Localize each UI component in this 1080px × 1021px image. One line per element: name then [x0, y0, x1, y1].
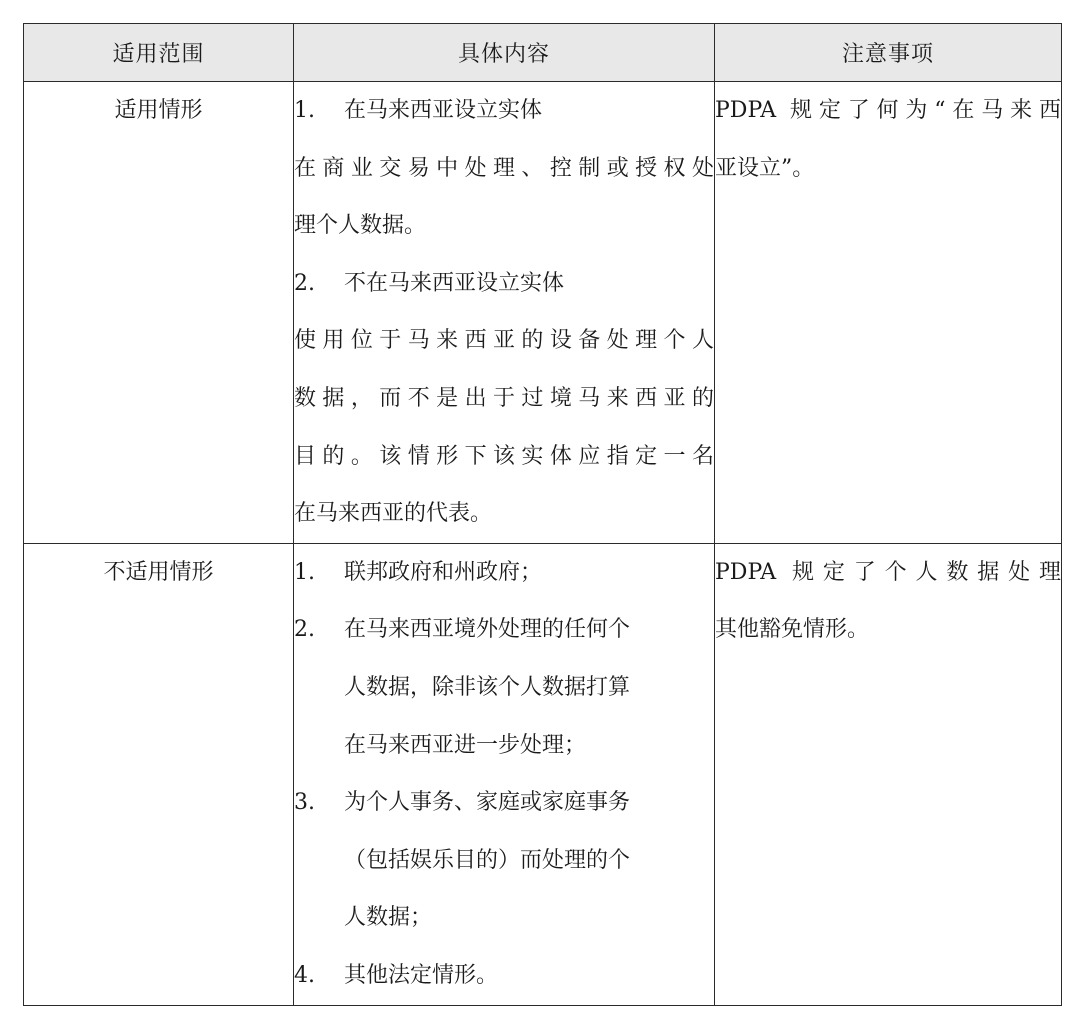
content-line: （包括娱乐目的）而处理的个	[344, 847, 631, 873]
table-row	[24, 82, 1062, 544]
item-number: 2.	[294, 617, 315, 643]
content-line: 在马来西亚进一步处理；	[344, 732, 587, 758]
list-item	[294, 544, 714, 602]
item-text: 在马来西亚设立实体	[344, 98, 543, 123]
list-item	[294, 82, 714, 140]
content-line: 在马来西亚的代表。	[294, 501, 493, 527]
scope-cell: 适用情形	[24, 82, 294, 544]
note-line: 亚设立”。	[715, 155, 815, 181]
content-line: 使用位于马来西亚的设备处理个人	[294, 328, 714, 354]
content-line: 在商业交易中处理、控制或授权处	[294, 155, 714, 181]
note-line: PDPA 规定了个人数据处理	[715, 559, 1061, 585]
content-cell	[294, 82, 715, 544]
list-item	[294, 774, 714, 832]
list-item	[294, 601, 714, 659]
item-number: 4.	[294, 962, 315, 988]
item-text: 其他法定情形。	[344, 962, 499, 988]
scope-cell: 不适用情形	[24, 543, 294, 1005]
note-cell	[715, 82, 1062, 544]
note-line: PDPA 规定了何为“在马来西	[715, 98, 1061, 123]
content-line: 目的。该情形下该实体应指定一名	[294, 443, 714, 469]
content-line: 人数据；	[344, 905, 433, 931]
item-number: 1.	[294, 559, 315, 585]
scope-table	[23, 23, 1062, 1006]
header-content: 具体内容	[294, 24, 715, 82]
list-item	[294, 255, 714, 313]
note-line: 其他豁免情形。	[715, 617, 870, 643]
table-row	[24, 543, 1062, 1005]
table-header-row	[24, 24, 1062, 82]
header-scope: 适用范围	[24, 24, 294, 82]
item-number: 3.	[294, 790, 315, 816]
header-notes: 注意事项	[715, 24, 1062, 82]
note-cell	[715, 543, 1062, 1005]
content-line: 理个人数据。	[294, 213, 427, 239]
list-item	[294, 947, 714, 1005]
content-line: 数据，而不是出于过境马来西亚的	[294, 385, 714, 411]
item-text: 为个人事务、家庭或家庭事务	[344, 790, 631, 816]
item-number: 2.	[294, 270, 315, 296]
item-text: 在马来西亚境外处理的任何个	[344, 617, 631, 643]
item-text: 联邦政府和州政府；	[344, 559, 543, 585]
content-line: 人数据，除非该个人数据打算	[344, 674, 631, 700]
item-number: 1.	[294, 98, 315, 123]
content-cell	[294, 543, 715, 1005]
item-text: 不在马来西亚设立实体	[344, 270, 565, 296]
